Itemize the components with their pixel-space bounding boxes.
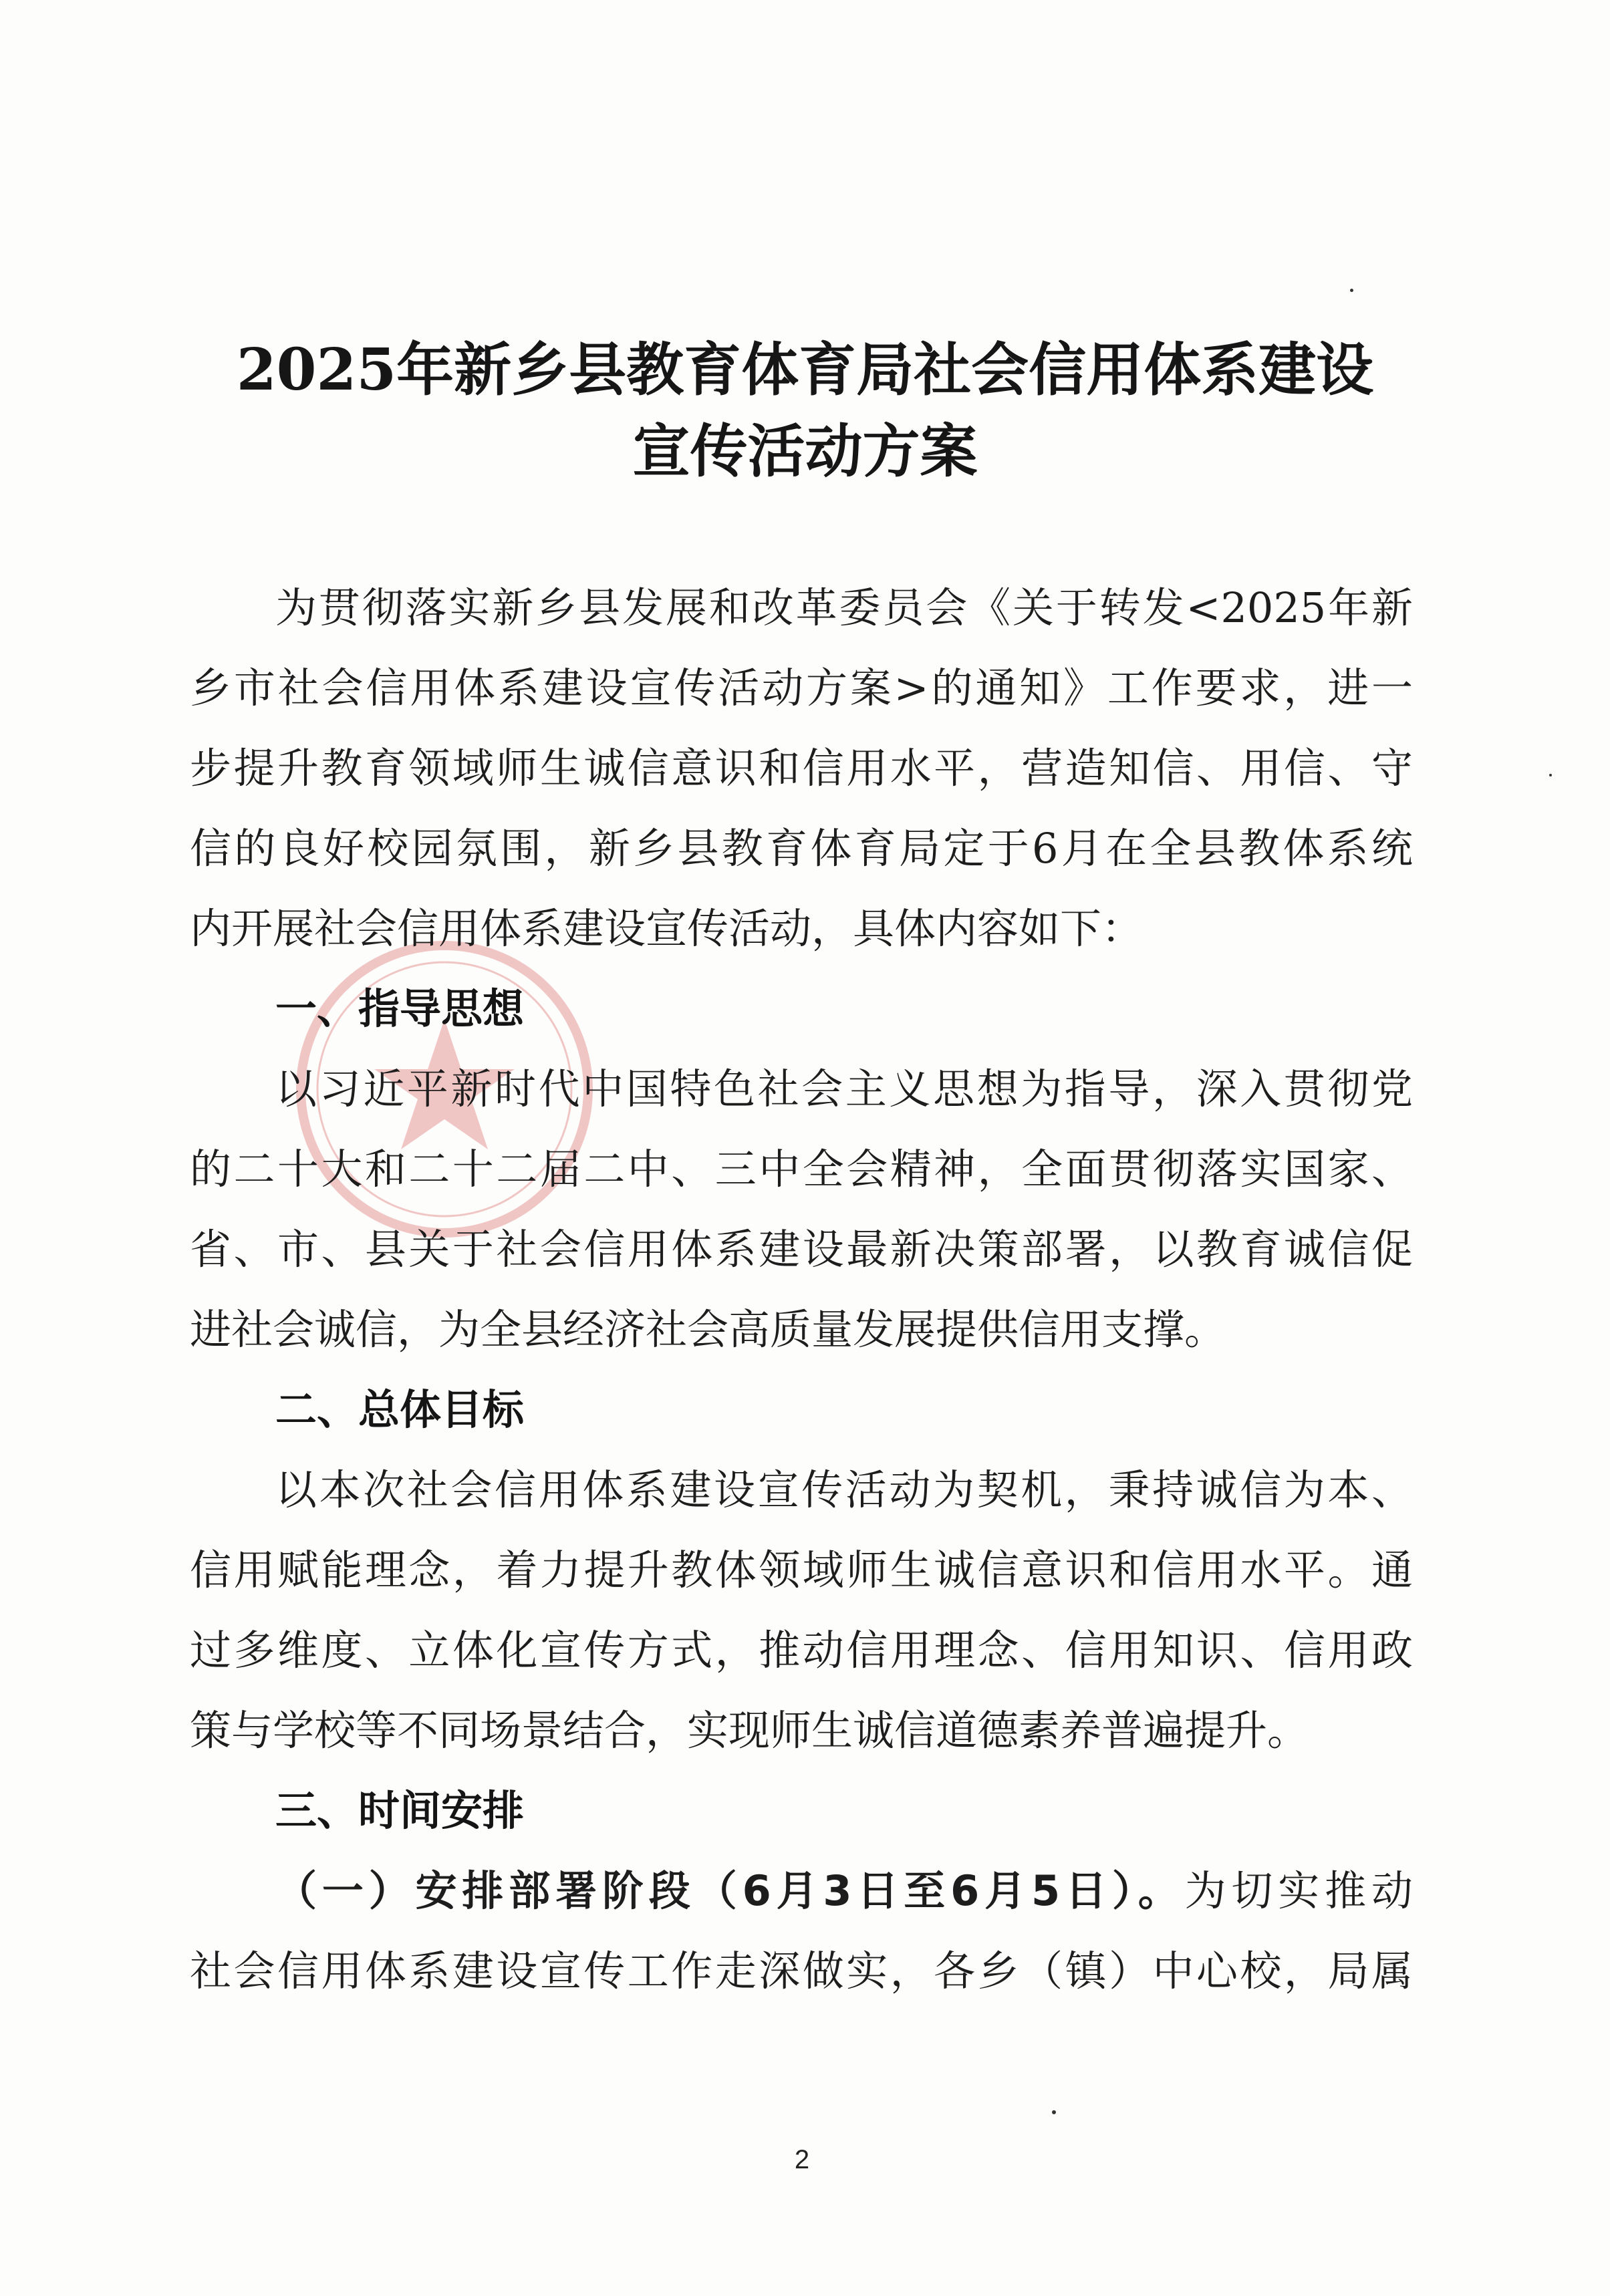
stage1-text: 为切实推动 (1184, 1866, 1413, 1915)
scan-speck (1350, 289, 1353, 292)
section-heading-overall-goal: 二、总体目标 (275, 1385, 525, 1434)
document-title-line1: 2025年新乡县教育体育局社会信用体系建设 (236, 336, 1374, 404)
section2-line-4: 策与学校等不同场景结合，实现师生诚信道德素养普遍提升。 (190, 1706, 1309, 1755)
document-title-line2: 宣传活动方案 (632, 418, 978, 485)
page-number: 2 (794, 2145, 810, 2174)
scan-speck (1052, 2110, 1056, 2114)
intro-line-1: 为贯彻落实新乡县发展和改革委员会《关于转发<2025年新 (275, 583, 1413, 632)
section2-line-3: 过多维度、立体化宣传方式，推动信用理念、信用知识、信用政 (190, 1626, 1413, 1675)
section1-line-1: 以习近平新时代中国特色社会主义思想为指导，深入贯彻党 (275, 1064, 1413, 1113)
section1-line-4: 进社会诚信，为全县经济社会高质量发展提供信用支撑。 (190, 1305, 1226, 1354)
section1-line-3: 省、市、县关于社会信用体系建设最新决策部署，以教育诚信促 (190, 1225, 1413, 1274)
intro-line-3: 步提升教育领域师生诚信意识和信用水平，营造知信、用信、守 (190, 744, 1413, 793)
scan-speck (1549, 774, 1552, 776)
intro-line-5: 内开展社会信用体系建设宣传活动，具体内容如下： (190, 904, 1144, 953)
stage1-line (275, 1864, 1413, 1918)
section1-line-2: 的二十大和二十二届二中、三中全会精神，全面贯彻落实国家、 (190, 1145, 1413, 1193)
intro-line-4: 信的良好校园氛围，新乡县教育体育局定于6月在全县教体系统 (190, 824, 1413, 873)
intro-line-2: 乡市社会信用体系建设宣传活动方案>的通知》工作要求，进一 (190, 664, 1413, 712)
stage1-title: （一）安排部署阶段（6月3日至6月5日）。 (275, 1866, 1185, 1915)
section-heading-schedule: 三、时间安排 (275, 1786, 525, 1835)
section2-line-1: 以本次社会信用体系建设宣传活动为契机，秉持诚信为本、 (275, 1465, 1413, 1514)
section2-line-2: 信用赋能理念，着力提升教体领域师生诚信意识和信用水平。通 (190, 1546, 1413, 1594)
section3-line-2: 社会信用体系建设宣传工作走深做实，各乡（镇）中心校，局属 (190, 1947, 1413, 1995)
section-heading-guiding-ideology: 一、指导思想 (275, 984, 525, 1033)
